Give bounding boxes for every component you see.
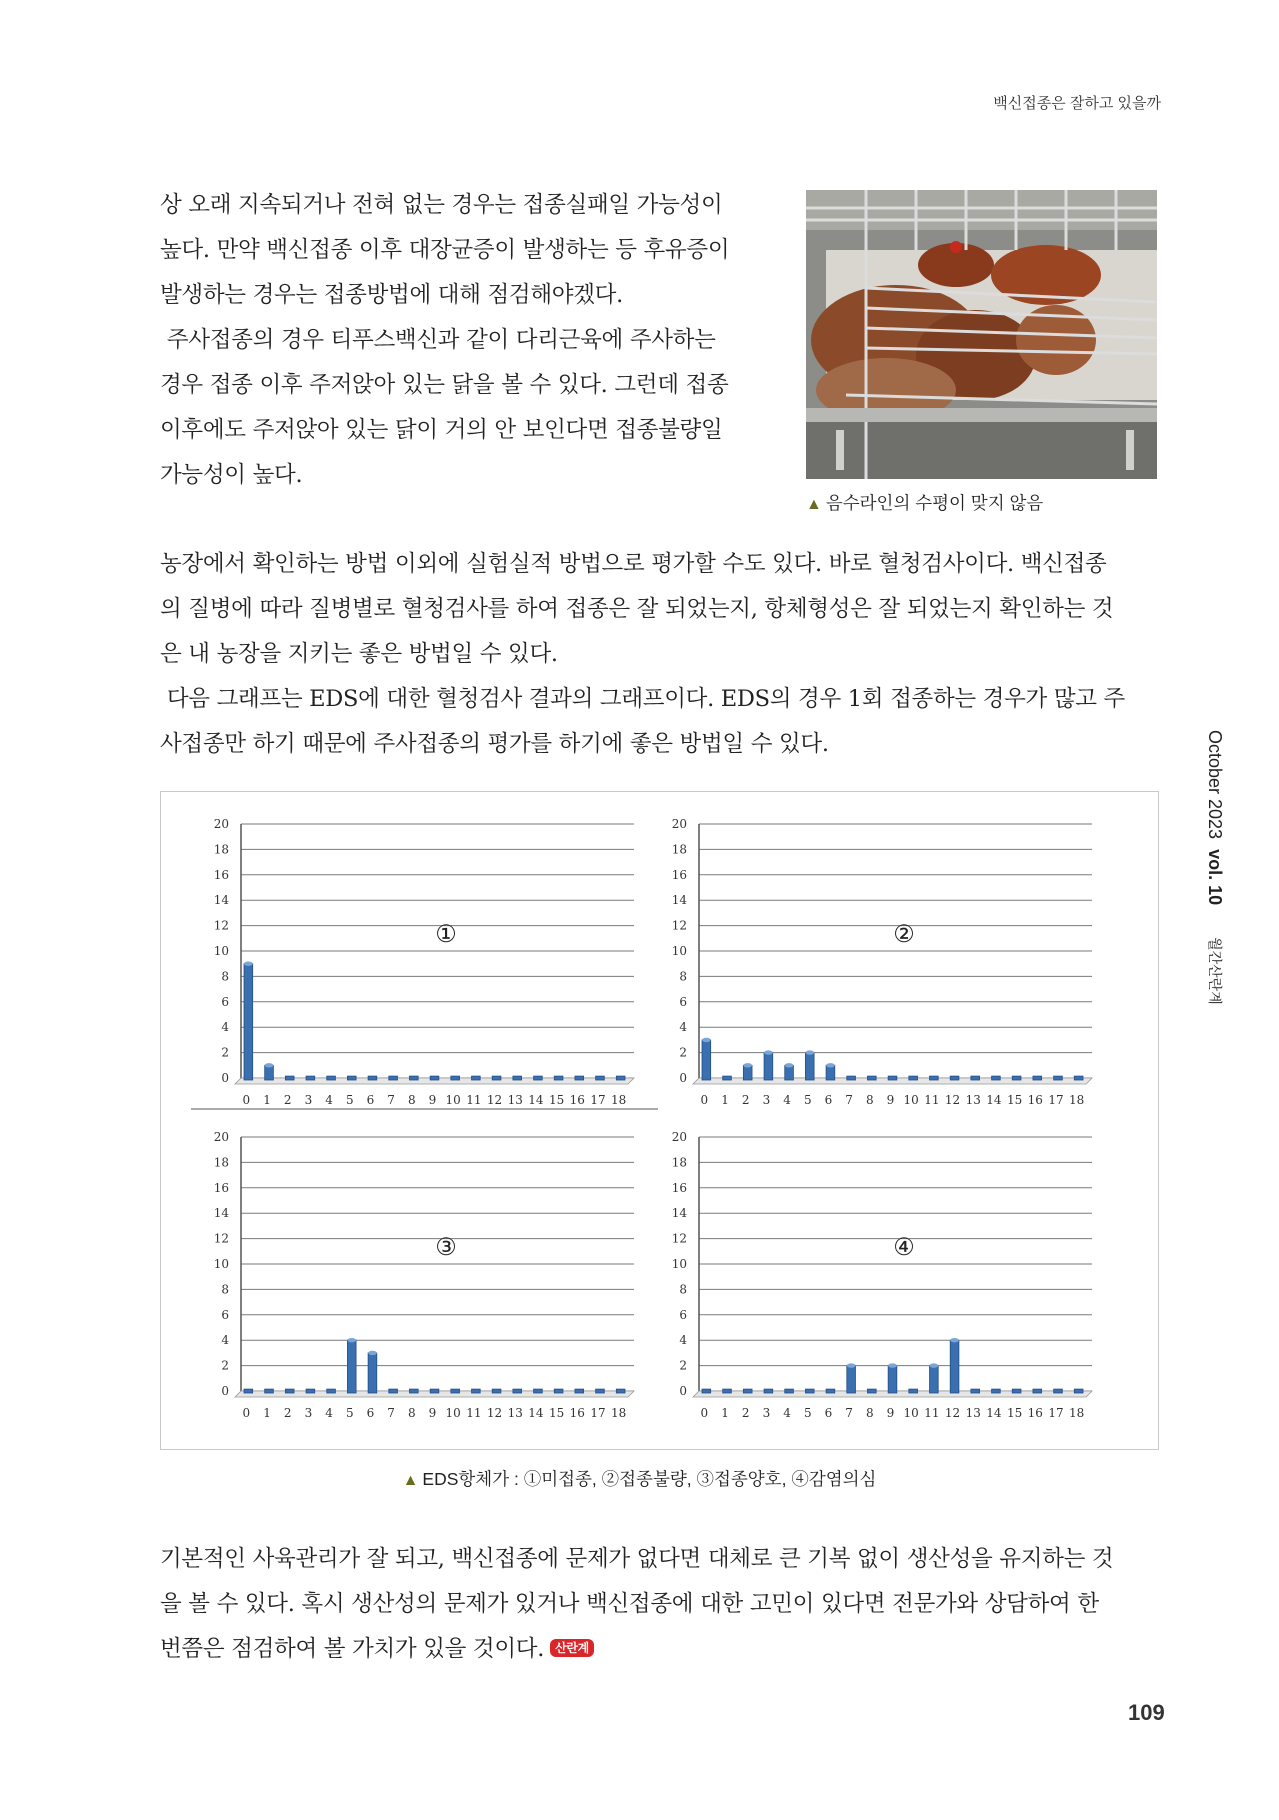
x-tick-label: 1 bbox=[721, 1093, 729, 1107]
bar-10 bbox=[451, 1389, 460, 1393]
bar-top bbox=[785, 1063, 794, 1067]
text-line: 다음 그래프는 EDS에 대한 혈청검사 결과의 그래프이다. EDS의 경우 1회 접종하는 경우가 많고 주 bbox=[160, 686, 1125, 712]
x-tick-label: 2 bbox=[283, 1406, 292, 1420]
bar-17 bbox=[596, 1076, 605, 1080]
x-tick-label: 17 bbox=[1048, 1406, 1064, 1420]
y-tick-label: 14 bbox=[213, 1206, 229, 1221]
y-tick-label: 8 bbox=[221, 969, 229, 984]
x-tick-label: 8 bbox=[865, 1093, 874, 1107]
x-tick-label: 4 bbox=[325, 1406, 333, 1420]
x-tick-label: 17 bbox=[590, 1093, 606, 1107]
bar-4 bbox=[785, 1389, 794, 1393]
x-tick-label: 5 bbox=[803, 1406, 812, 1420]
chart-number-label: ② bbox=[893, 920, 915, 948]
bar-9 bbox=[888, 1076, 897, 1080]
x-tick-label: 10 bbox=[445, 1406, 461, 1420]
bar-top bbox=[347, 1338, 356, 1342]
y-tick-label: 14 bbox=[671, 1206, 687, 1221]
text-line: 상 오래 지속되거나 전혀 없는 경우는 접종실패일 가능성이 bbox=[160, 192, 723, 218]
x-tick-label: 16 bbox=[569, 1093, 585, 1107]
bar-10 bbox=[451, 1076, 460, 1080]
x-tick-label: 9 bbox=[886, 1093, 895, 1107]
bar-18 bbox=[616, 1076, 625, 1080]
end-mark-logo: 산란계 bbox=[550, 1639, 594, 1657]
bar-14 bbox=[992, 1076, 1001, 1080]
chart-caption-text: EDS항체가 : ①미접종, ②접종불량, ③접종양호, ④감염의심 bbox=[422, 1469, 877, 1489]
chart-panel-2 bbox=[672, 817, 1092, 1107]
text-line: 사접종만 하기 때문에 주사접종의 평가를 하기에 좋은 방법일 수 있다. bbox=[160, 731, 829, 757]
intro-paragraph bbox=[160, 183, 760, 498]
bar-5 bbox=[805, 1053, 814, 1080]
bar-6 bbox=[368, 1353, 377, 1393]
x-tick-label: 12 bbox=[944, 1406, 961, 1420]
x-tick-label: 18 bbox=[1069, 1406, 1085, 1420]
bar-8 bbox=[867, 1076, 876, 1080]
x-tick-label: 5 bbox=[345, 1093, 354, 1107]
bar-15 bbox=[554, 1076, 563, 1080]
x-tick-label: 15 bbox=[548, 1093, 565, 1107]
x-tick-label: 4 bbox=[783, 1406, 791, 1420]
y-tick-label: 4 bbox=[679, 1020, 687, 1035]
x-tick-label: 14 bbox=[986, 1093, 1002, 1107]
chart-panel-3 bbox=[214, 1130, 634, 1420]
text-line-content: 번쯤은 점검하여 볼 가치가 있을 것이다. bbox=[160, 1636, 545, 1662]
side-tab bbox=[1185, 730, 1245, 1005]
chart-number-label: ④ bbox=[893, 1233, 915, 1261]
x-tick-label: 12 bbox=[486, 1093, 503, 1107]
y-tick-label: 20 bbox=[671, 817, 687, 831]
x-tick-label: 0 bbox=[700, 1406, 709, 1420]
bar-0 bbox=[244, 1389, 253, 1393]
x-tick-label: 10 bbox=[903, 1093, 919, 1107]
page-number: 109 bbox=[1128, 1700, 1165, 1725]
x-tick-label: 2 bbox=[741, 1093, 750, 1107]
x-tick-label: 14 bbox=[528, 1406, 544, 1420]
bar-13 bbox=[513, 1076, 522, 1080]
bar-11 bbox=[930, 1076, 939, 1080]
x-tick-label: 15 bbox=[548, 1406, 565, 1420]
bar-3 bbox=[306, 1076, 315, 1080]
triangle-marker-icon: ▲ bbox=[402, 1472, 419, 1489]
x-tick-label: 11 bbox=[924, 1406, 940, 1420]
bar-0 bbox=[244, 964, 253, 1080]
text-line bbox=[160, 1627, 1160, 1672]
bar-18 bbox=[616, 1389, 625, 1393]
text-line: 은 내 농장을 지키는 좋은 방법일 수 있다. bbox=[160, 641, 558, 667]
bar-17 bbox=[1054, 1076, 1063, 1080]
bar-6 bbox=[826, 1065, 835, 1080]
y-tick-label: 20 bbox=[213, 1130, 229, 1144]
y-tick-label: 0 bbox=[679, 1384, 687, 1398]
x-tick-label: 11 bbox=[466, 1093, 482, 1107]
bar-15 bbox=[554, 1389, 563, 1393]
bar-7 bbox=[389, 1389, 398, 1393]
bar-5 bbox=[805, 1389, 814, 1393]
x-tick-label: 7 bbox=[387, 1093, 395, 1107]
x-tick-label: 3 bbox=[762, 1406, 771, 1420]
x-tick-label: 18 bbox=[611, 1093, 627, 1107]
bar-12 bbox=[950, 1340, 959, 1393]
bar-11 bbox=[472, 1076, 481, 1080]
bar-13 bbox=[513, 1389, 522, 1393]
bar-2 bbox=[285, 1389, 294, 1393]
x-tick-label: 10 bbox=[445, 1093, 461, 1107]
bar-2 bbox=[285, 1076, 294, 1080]
x-tick-label: 16 bbox=[1027, 1406, 1043, 1420]
bar-7 bbox=[389, 1076, 398, 1080]
x-tick-label: 17 bbox=[1048, 1093, 1064, 1107]
bar-14 bbox=[992, 1389, 1001, 1393]
bar-top bbox=[702, 1038, 711, 1042]
x-tick-label: 17 bbox=[590, 1406, 606, 1420]
bar-8 bbox=[409, 1076, 418, 1080]
x-tick-label: 13 bbox=[965, 1093, 981, 1107]
bar-18 bbox=[1074, 1076, 1083, 1080]
chart-number-label: ③ bbox=[435, 1233, 457, 1261]
bar-3 bbox=[764, 1053, 773, 1080]
bar-17 bbox=[596, 1389, 605, 1393]
chart-number-label: ① bbox=[435, 920, 457, 948]
text-line: 경우 접종 이후 주저앉아 있는 닭을 볼 수 있다. 그런데 접종 bbox=[160, 372, 729, 398]
x-tick-label: 2 bbox=[283, 1093, 292, 1107]
x-tick-label: 6 bbox=[366, 1093, 375, 1107]
x-tick-label: 9 bbox=[428, 1093, 437, 1107]
y-tick-label: 12 bbox=[213, 918, 229, 933]
y-tick-label: 18 bbox=[671, 1155, 687, 1170]
y-tick-label: 14 bbox=[671, 893, 687, 908]
y-tick-label: 10 bbox=[213, 944, 229, 958]
eds-antibody-charts bbox=[161, 792, 1158, 1449]
y-tick-label: 4 bbox=[221, 1333, 229, 1348]
y-tick-label: 6 bbox=[221, 994, 229, 1009]
x-tick-label: 14 bbox=[528, 1093, 544, 1107]
x-tick-label: 5 bbox=[803, 1093, 812, 1107]
text-line: 을 볼 수 있다. 혹시 생산성의 문제가 있거나 백신접종에 대한 고민이 있다면 전문가와 상담하여 한 bbox=[160, 1591, 1099, 1617]
y-tick-label: 4 bbox=[221, 1020, 229, 1035]
photo-chickens-in-cage bbox=[806, 190, 1157, 479]
bar-5 bbox=[347, 1076, 356, 1080]
bar-11 bbox=[472, 1389, 481, 1393]
y-tick-label: 18 bbox=[213, 842, 229, 857]
bar-9 bbox=[430, 1076, 439, 1080]
x-tick-label: 1 bbox=[263, 1406, 271, 1420]
bar-13 bbox=[971, 1389, 980, 1393]
y-tick-label: 8 bbox=[221, 1282, 229, 1297]
y-tick-label: 10 bbox=[671, 1257, 687, 1271]
bar-1 bbox=[265, 1065, 274, 1080]
bar-17 bbox=[1054, 1389, 1063, 1393]
bar-top bbox=[805, 1050, 814, 1054]
x-tick-label: 8 bbox=[865, 1406, 874, 1420]
y-tick-label: 2 bbox=[221, 1358, 229, 1373]
bar-8 bbox=[867, 1389, 876, 1393]
y-tick-label: 20 bbox=[213, 817, 229, 831]
bar-12 bbox=[492, 1076, 501, 1080]
x-tick-label: 13 bbox=[507, 1093, 523, 1107]
bar-top bbox=[244, 962, 253, 966]
x-tick-label: 7 bbox=[845, 1406, 853, 1420]
x-tick-label: 5 bbox=[345, 1406, 354, 1420]
bar-top bbox=[265, 1063, 274, 1067]
text-line: 발생하는 경우는 접종방법에 대해 점검해야겠다. bbox=[160, 282, 623, 308]
bar-top bbox=[764, 1050, 773, 1054]
running-head: 백신접종은 잘하고 있을까 bbox=[993, 95, 1161, 112]
y-tick-label: 16 bbox=[671, 1180, 687, 1195]
chart-caption bbox=[0, 1466, 1279, 1491]
bar-12 bbox=[950, 1076, 959, 1080]
x-tick-label: 16 bbox=[1027, 1093, 1043, 1107]
bar-12 bbox=[492, 1389, 501, 1393]
x-tick-label: 11 bbox=[924, 1093, 940, 1107]
bar-4 bbox=[327, 1076, 336, 1080]
y-tick-label: 2 bbox=[679, 1045, 687, 1060]
y-tick-label: 0 bbox=[679, 1071, 687, 1085]
x-tick-label: 16 bbox=[569, 1406, 585, 1420]
triangle-marker-icon: ▲ bbox=[806, 496, 822, 513]
y-tick-label: 2 bbox=[679, 1358, 687, 1373]
bar-5 bbox=[347, 1340, 356, 1393]
y-tick-label: 14 bbox=[213, 893, 229, 908]
bar-15 bbox=[1012, 1076, 1021, 1080]
x-tick-label: 11 bbox=[466, 1406, 482, 1420]
x-tick-label: 15 bbox=[1006, 1406, 1023, 1420]
x-tick-label: 9 bbox=[428, 1406, 437, 1420]
x-tick-label: 13 bbox=[965, 1406, 981, 1420]
y-tick-label: 8 bbox=[679, 969, 687, 984]
chart-panel-1 bbox=[214, 817, 634, 1107]
bar-0 bbox=[702, 1389, 711, 1393]
x-tick-label: 12 bbox=[486, 1406, 503, 1420]
y-tick-label: 18 bbox=[671, 842, 687, 857]
x-tick-label: 18 bbox=[611, 1406, 627, 1420]
x-tick-label: 7 bbox=[387, 1406, 395, 1420]
photo-illustration bbox=[806, 190, 1157, 479]
x-tick-label: 0 bbox=[242, 1406, 251, 1420]
bar-16 bbox=[1033, 1389, 1042, 1393]
eds-antibody-chart-panel bbox=[160, 791, 1159, 1450]
text-line: 이후에도 주저앉아 있는 닭이 거의 안 보인다면 접종불량일 bbox=[160, 417, 723, 443]
y-tick-label: 0 bbox=[221, 1384, 229, 1398]
x-tick-label: 8 bbox=[407, 1093, 416, 1107]
bar-top bbox=[847, 1363, 856, 1367]
y-tick-label: 10 bbox=[671, 944, 687, 958]
x-tick-label: 18 bbox=[1069, 1093, 1085, 1107]
x-tick-label: 10 bbox=[903, 1406, 919, 1420]
x-tick-label: 6 bbox=[824, 1406, 833, 1420]
y-tick-label: 8 bbox=[679, 1282, 687, 1297]
bar-16 bbox=[1033, 1076, 1042, 1080]
x-tick-label: 0 bbox=[242, 1093, 251, 1107]
x-tick-label: 15 bbox=[1006, 1093, 1023, 1107]
x-tick-label: 0 bbox=[700, 1093, 709, 1107]
y-tick-label: 6 bbox=[221, 1307, 229, 1322]
bar-2 bbox=[743, 1065, 752, 1080]
middle-paragraph bbox=[160, 542, 1160, 767]
text-line: 가능성이 높다. bbox=[160, 462, 303, 488]
bar-top bbox=[743, 1063, 752, 1067]
bar-10 bbox=[909, 1389, 918, 1393]
photo-caption-text: 음수라인의 수평이 맞지 않음 bbox=[825, 493, 1044, 513]
x-tick-label: 3 bbox=[304, 1406, 313, 1420]
text-line: 기본적인 사육관리가 잘 되고, 백신접종에 문제가 없다면 대체로 큰 기복 없이 생산성을 유지하는 것 bbox=[160, 1546, 1114, 1572]
x-tick-label: 9 bbox=[886, 1406, 895, 1420]
bar-top bbox=[826, 1063, 835, 1067]
x-tick-label: 12 bbox=[944, 1093, 961, 1107]
bar-3 bbox=[306, 1389, 315, 1393]
bar-8 bbox=[409, 1389, 418, 1393]
bar-16 bbox=[575, 1076, 584, 1080]
closing-paragraph bbox=[160, 1537, 1160, 1672]
bar-1 bbox=[723, 1076, 732, 1080]
bar-6 bbox=[826, 1389, 835, 1393]
bar-4 bbox=[785, 1065, 794, 1080]
y-tick-label: 12 bbox=[671, 918, 687, 933]
x-tick-label: 1 bbox=[721, 1406, 729, 1420]
x-tick-label: 13 bbox=[507, 1406, 523, 1420]
x-tick-label: 8 bbox=[407, 1406, 416, 1420]
y-tick-label: 2 bbox=[221, 1045, 229, 1060]
y-tick-label: 18 bbox=[213, 1155, 229, 1170]
y-tick-label: 6 bbox=[679, 1307, 687, 1322]
bar-7 bbox=[847, 1366, 856, 1393]
x-tick-label: 4 bbox=[783, 1093, 791, 1107]
x-tick-label: 7 bbox=[845, 1093, 853, 1107]
y-tick-label: 6 bbox=[679, 994, 687, 1009]
bar-10 bbox=[909, 1076, 918, 1080]
bar-9 bbox=[888, 1366, 897, 1393]
bar-18 bbox=[1074, 1389, 1083, 1393]
y-tick-label: 16 bbox=[671, 867, 687, 882]
x-tick-label: 4 bbox=[325, 1093, 333, 1107]
bar-16 bbox=[575, 1389, 584, 1393]
y-tick-label: 12 bbox=[213, 1231, 229, 1246]
y-tick-label: 4 bbox=[679, 1333, 687, 1348]
issue-month: October 2023 bbox=[1205, 730, 1226, 840]
text-line: 높다. 만약 백신접종 이후 대장균증이 발생하는 등 후유증이 bbox=[160, 237, 730, 263]
bar-top bbox=[888, 1363, 897, 1367]
bar-6 bbox=[368, 1076, 377, 1080]
y-tick-label: 10 bbox=[213, 1257, 229, 1271]
bar-9 bbox=[430, 1389, 439, 1393]
x-tick-label: 1 bbox=[263, 1093, 271, 1107]
y-tick-label: 16 bbox=[213, 1180, 229, 1195]
bar-13 bbox=[971, 1076, 980, 1080]
bar-14 bbox=[534, 1389, 543, 1393]
y-tick-label: 12 bbox=[671, 1231, 687, 1246]
bar-2 bbox=[743, 1389, 752, 1393]
issue-volume: vol. 10 bbox=[1205, 849, 1226, 906]
bar-7 bbox=[847, 1076, 856, 1080]
bar-1 bbox=[265, 1389, 274, 1393]
text-line: 의 질병에 따라 질병별로 혈청검사를 하여 접종은 잘 되었는지, 항체형성은 잘 되었는지 확인하는 것 bbox=[160, 596, 1114, 622]
x-tick-label: 6 bbox=[824, 1093, 833, 1107]
bar-14 bbox=[534, 1076, 543, 1080]
text-line: 주사접종의 경우 티푸스백신과 같이 다리근육에 주사하는 bbox=[160, 327, 716, 353]
x-tick-label: 3 bbox=[762, 1093, 771, 1107]
x-tick-label: 6 bbox=[366, 1406, 375, 1420]
bar-3 bbox=[764, 1389, 773, 1393]
y-tick-label: 16 bbox=[213, 867, 229, 882]
chart-panel-4 bbox=[672, 1130, 1092, 1420]
bar-11 bbox=[930, 1366, 939, 1393]
bar-1 bbox=[723, 1389, 732, 1393]
text-line: 농장에서 확인하는 방법 이외에 실험실적 방법으로 평가할 수도 있다. 바로 혈청검사이다. 백신접종 bbox=[160, 551, 1107, 577]
magazine-name: 월간산란계 bbox=[1207, 937, 1223, 1005]
x-tick-label: 14 bbox=[986, 1406, 1002, 1420]
bar-4 bbox=[327, 1389, 336, 1393]
bar-top bbox=[950, 1338, 959, 1342]
y-tick-label: 0 bbox=[221, 1071, 229, 1085]
bar-top bbox=[930, 1363, 939, 1367]
bar-15 bbox=[1012, 1389, 1021, 1393]
photo-caption bbox=[806, 490, 1043, 515]
bar-0 bbox=[702, 1040, 711, 1080]
x-tick-label: 2 bbox=[741, 1406, 750, 1420]
y-tick-label: 20 bbox=[671, 1130, 687, 1144]
bar-top bbox=[368, 1351, 377, 1355]
x-tick-label: 3 bbox=[304, 1093, 313, 1107]
